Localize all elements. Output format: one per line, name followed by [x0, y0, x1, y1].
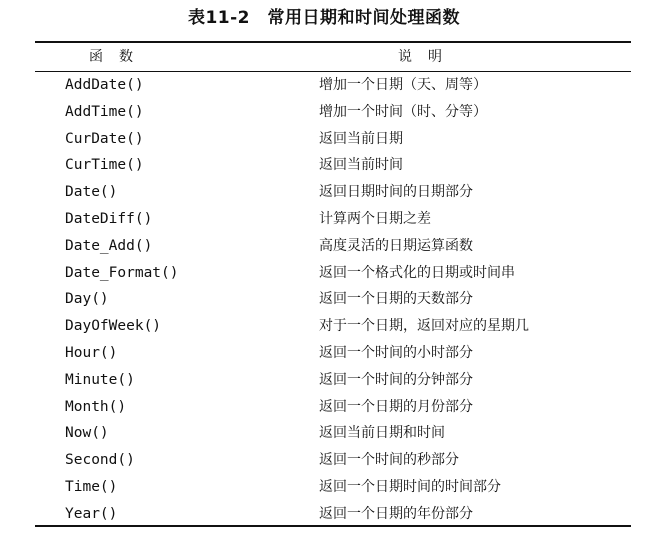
function-name: Second() [65, 452, 135, 469]
table-row [35, 313, 631, 340]
table-row [35, 367, 631, 394]
table-row [35, 394, 631, 421]
function-description: 返回一个时间的分钟部分 [319, 371, 473, 388]
function-description: 返回日期时间的日期部分 [319, 184, 473, 201]
function-description: 返回一个日期的天数部分 [319, 291, 473, 308]
table-row [35, 447, 631, 474]
function-description: 返回当前时间 [319, 157, 403, 174]
function-name: Date_Format() [65, 264, 179, 281]
table-row [35, 99, 631, 126]
table-body [35, 72, 631, 528]
table-row [35, 126, 631, 153]
function-name: Date() [65, 184, 118, 201]
function-description: 返回一个格式化的日期或时间串 [319, 264, 515, 281]
table-header [35, 43, 631, 71]
table-row [35, 286, 631, 313]
table-row [35, 233, 631, 260]
table-bottom-rule [35, 525, 631, 527]
table-row [35, 179, 631, 206]
function-name: Now() [65, 425, 109, 442]
function-description: 高度灵活的日期运算函数 [319, 237, 473, 254]
function-name: Minute() [65, 371, 135, 388]
function-description: 返回一个时间的秒部分 [319, 452, 459, 469]
table-row [35, 72, 631, 99]
function-description: 计算两个日期之差 [319, 210, 431, 227]
function-description: 返回一个日期的年份部分 [319, 505, 473, 522]
function-name: DayOfWeek() [65, 318, 162, 335]
function-name: Month() [65, 398, 127, 415]
function-name: Time() [65, 478, 118, 495]
function-description: 增加一个时间（时、分等） [319, 103, 487, 120]
table-row [35, 420, 631, 447]
function-name: DateDiff() [65, 210, 153, 227]
function-name: Date_Add() [65, 237, 153, 254]
function-name: CurTime() [65, 157, 144, 174]
function-description: 返回当前日期和时间 [319, 425, 445, 442]
function-name: CurDate() [65, 130, 144, 147]
function-description: 对于一个日期，返回对应的星期几 [319, 318, 529, 335]
function-name: Year() [65, 505, 118, 522]
function-name: AddDate() [65, 77, 144, 93]
function-description: 增加一个日期（天、周等） [319, 77, 487, 93]
function-description: 返回一个日期的月份部分 [319, 398, 473, 415]
function-name: AddTime() [65, 103, 144, 120]
table-row [35, 152, 631, 179]
table-row [35, 206, 631, 233]
function-description: 返回当前日期 [319, 130, 403, 147]
table-row [35, 501, 631, 528]
table-caption: 表11-2 常用日期和时间处理函数 [187, 8, 461, 28]
function-name: Hour() [65, 344, 118, 361]
function-description: 返回一个日期时间的时间部分 [319, 478, 501, 495]
function-name: Day() [65, 291, 109, 308]
table-row [35, 474, 631, 501]
table-row [35, 260, 631, 287]
table-row [35, 340, 631, 367]
header-function: 函数 [89, 49, 149, 65]
header-description: 说明 [398, 49, 458, 65]
function-description: 返回一个时间的小时部分 [319, 344, 473, 361]
